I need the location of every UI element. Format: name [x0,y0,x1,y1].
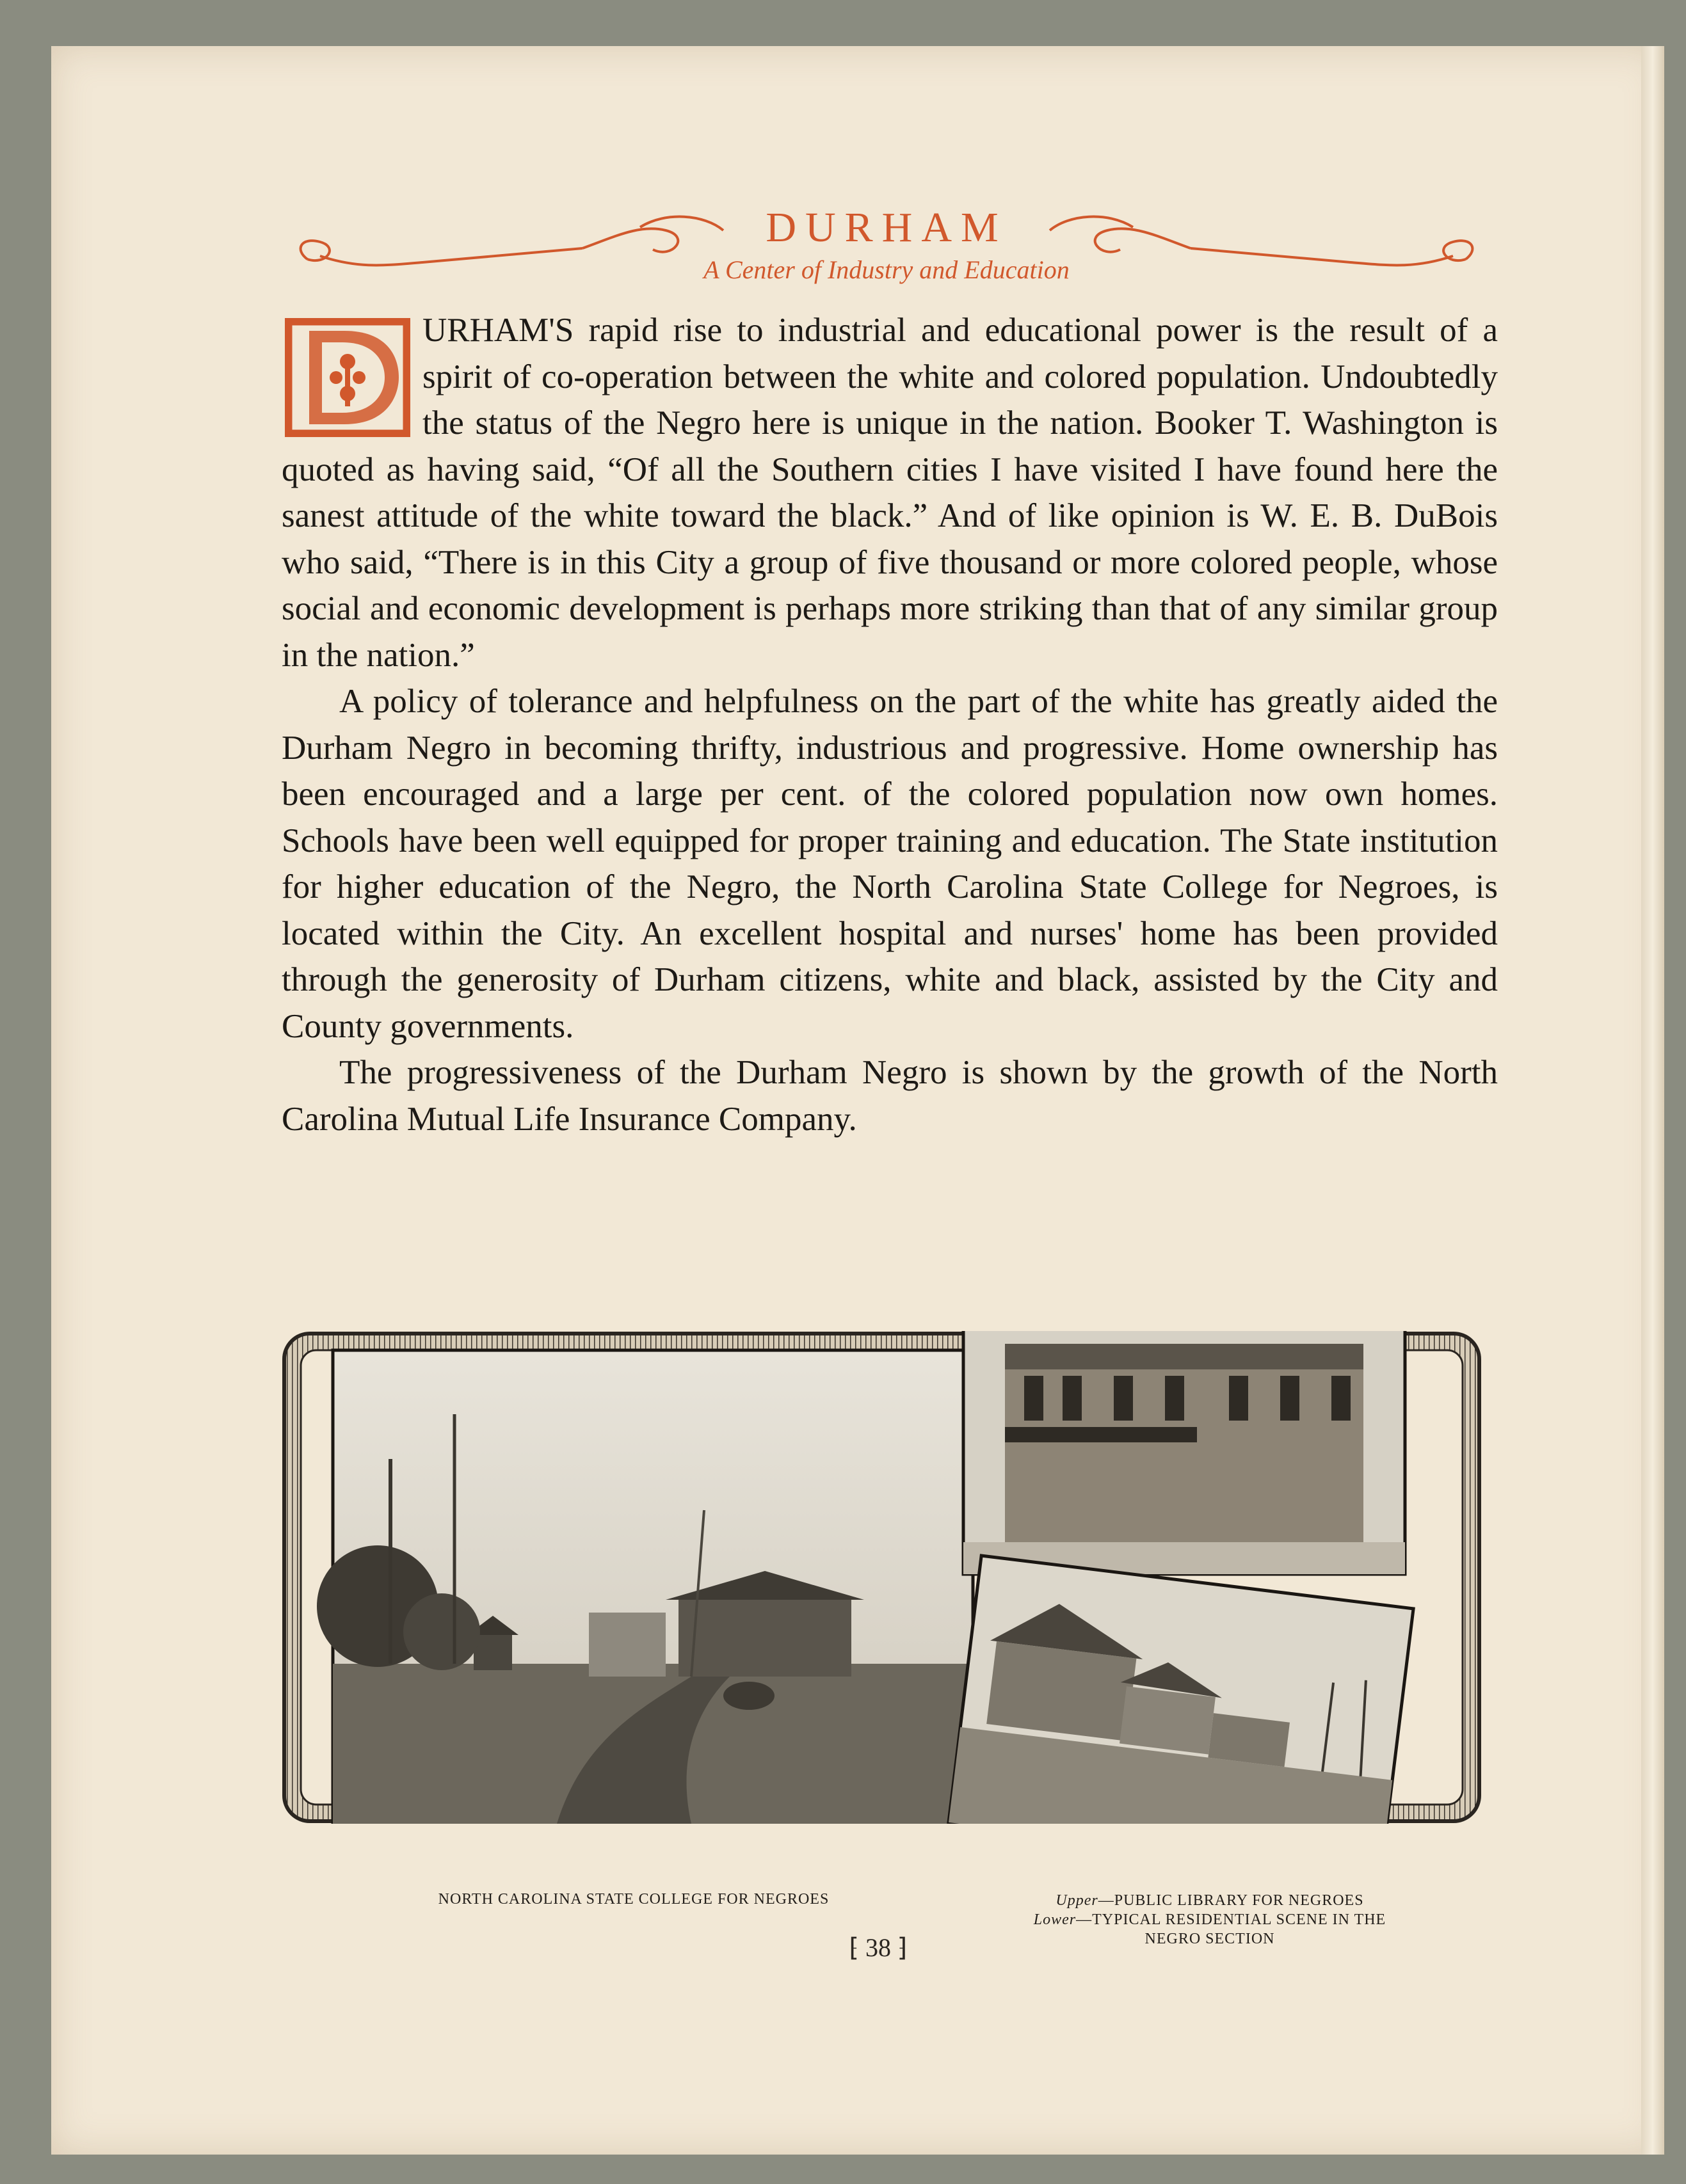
caption-right-upper [986,1891,1434,1910]
photo-collage [282,1331,1482,1824]
page-number-bracket-left: ⁅ [849,1933,865,1962]
caption-upper-label: Upper [1056,1892,1098,1909]
caption-left: NORTH CAROLINA STATE COLLEGE FOR NEGROES [438,1891,830,1908]
college-photo [317,1350,973,1824]
paragraph-1 [282,307,1498,678]
masthead [282,198,1491,294]
caption-right-lower [986,1910,1434,1929]
page-number-value: 38 [865,1933,891,1962]
paragraph-1-text: URHAM'S rapid rise to industrial and educational power is the result of a spirit of co-operation between the white and colored population. Undoubtedly the status of the Negro here is unique in the nation. Booker T. Washington is quoted as having said, “Of all the Southern cities I have visited I have found here the sanest attitude of the white toward the black.” And of like opinion is W. E. B. DuBois who said, “There is in this City a group of five thousand or more colored people, whose social and economic development is perhaps more striking than that of any similar group in the nation.” [282,312,1498,674]
masthead-subtitle: A Center of Industry and Education [703,255,1070,284]
paragraph-2: A policy of tolerance and helpfulness on the part of the white has greatly aided the Durham Negro in becoming thrifty, industrious and progressive. Home ownership has been encouraged and a large per cent. of the colored population now own homes. Schools have been well equipped for proper training and education. The State institution for higher education of the Negro, the North Carolina State College for Negroes, is located within the City. An excellent hospital and nurses' home has been provided through the generosity of Durham citizens, white and black, assisted by the City and County governments. [282,683,1498,1045]
paragraph-3: The progressiveness of the Durham Negro is shown by the growth of the North Carolina Mutual Life Insurance Company. [282,1054,1498,1138]
masthead-title: DURHAM [766,204,1008,251]
article-body [282,307,1498,1142]
caption-right-lower-2: NEGRO SECTION [1144,1931,1275,1947]
caption-right [986,1891,1434,1949]
caption-upper-text: —PUBLIC LIBRARY FOR NEGROES [1098,1892,1364,1909]
page-number [833,1933,923,1963]
page-number-bracket-right: ⁆ [891,1933,908,1962]
binding-spine [1641,46,1664,2155]
library-photo [963,1331,1405,1574]
caption-lower-label: Lower [1033,1911,1077,1928]
caption-lower-text: —TYPICAL RESIDENTIAL SCENE IN THE [1076,1911,1386,1928]
